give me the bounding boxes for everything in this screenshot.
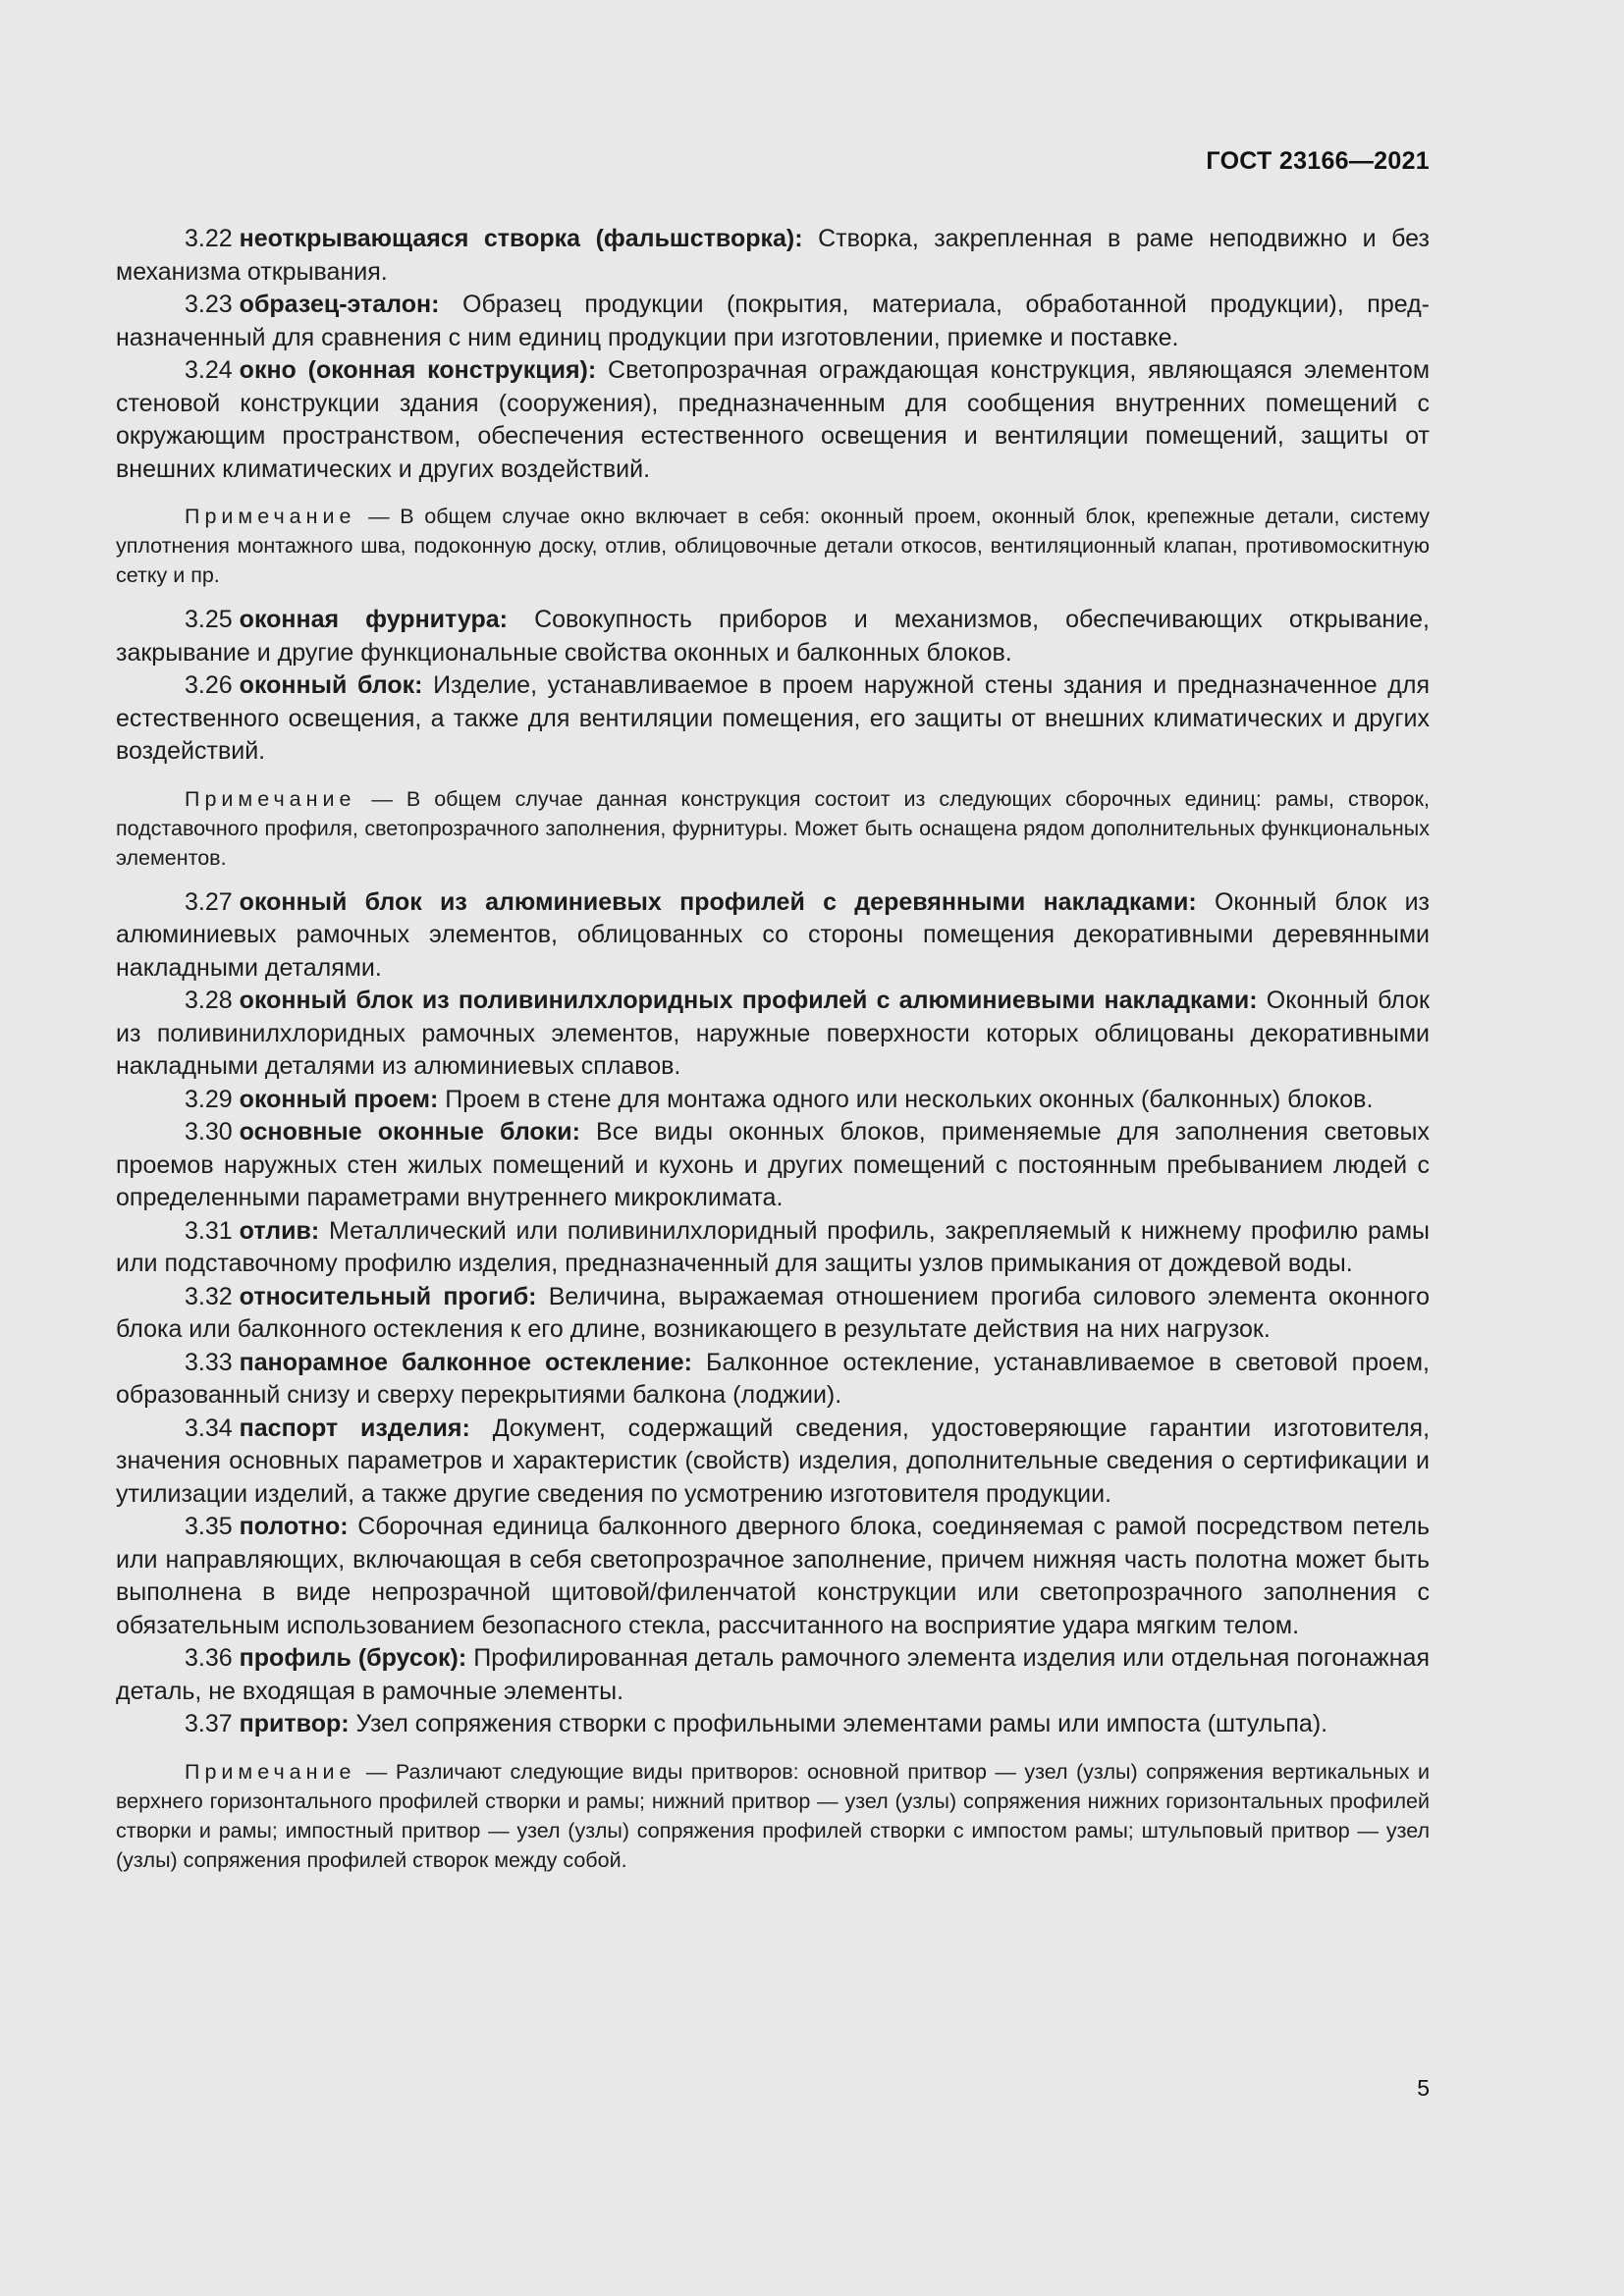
clause-number: 3.35	[185, 1513, 233, 1540]
note-text: — Различают следующие виды притворов: основной притвор — узел (узлы) сопряжения вертикальных и верхнего горизонтального профилей створки и рамы; нижний притвор — узел (узлы) сопряжения нижних горизонтальных профилей створки и рамы; импостный притвор — узел (узлы) сопряжения профилей створки с импостом рамы; штульповый притвор — узел (узлы) сопряжения профилей створок между собой.	[116, 1759, 1430, 1872]
defined-term: относительный прогиб:	[239, 1282, 537, 1310]
definition-text: Изделие, устанавливаемое в проем наружной стены здания и предназначенное для естественного освещения, а также для вентиляции помещения, его защиты от внешних климатических и других воздействий.	[116, 671, 1431, 765]
definition-text: Оконный блок из алюминиевых рамочных элементов, облицованных со стороны помещения декоративными деревянными накладными деталями.	[116, 887, 1431, 982]
clause-number: 3.33	[185, 1348, 233, 1376]
page-number: 5	[1417, 2075, 1430, 2101]
defined-term: неоткрывающаяся створка (фальшстворка):	[239, 225, 803, 252]
definition-paragraph	[116, 289, 1430, 354]
note-text: — В общем случае окно включает в себя: оконный проем, оконный блок, крепежные детали, систему уплотнения монтажного шва, подоконную доску, отлив, облицовочные детали откосов, вентиляционный клапан, противомоскитную сетку и пр.	[116, 505, 1430, 587]
definition-paragraph	[116, 985, 1430, 1084]
definition-paragraph	[116, 1116, 1430, 1215]
note-label: Примечание	[185, 1759, 356, 1784]
defined-term: полотно:	[239, 1513, 349, 1540]
definition-text: Узел сопряжения створки с профильными элементами рамы или импоста (штульпа).	[355, 1710, 1328, 1737]
definition-paragraph	[116, 1708, 1430, 1741]
defined-term: образец-эталон:	[239, 291, 440, 318]
defined-term: окно (оконная конструкция):	[239, 356, 597, 384]
definition-paragraph	[116, 1642, 1430, 1708]
clause-number: 3.31	[185, 1216, 233, 1245]
clause-number: 3.29	[185, 1085, 233, 1113]
note-paragraph	[116, 784, 1430, 873]
defined-term: оконный блок из алюминиевых профилей с деревянными накладками:	[239, 887, 1197, 916]
defined-term: основные оконные блоки:	[239, 1118, 580, 1146]
defined-term: оконный проем:	[239, 1085, 439, 1113]
clause-number: 3.26	[185, 671, 233, 699]
definition-paragraph	[116, 604, 1430, 669]
definition-paragraph	[116, 1281, 1430, 1347]
note-paragraph	[116, 1757, 1430, 1875]
definition-paragraph	[116, 669, 1430, 769]
note-label: Примечание	[185, 786, 356, 811]
clause-number: 3.25	[185, 606, 233, 633]
document-body	[116, 223, 1430, 1889]
note-paragraph	[116, 502, 1430, 590]
definition-text: Оконный блок из поливинилхлоридных рамочных элементов, наружные поверхности которых облицованы декоративными накладными деталями из алюминиевых сплавов.	[116, 987, 1430, 1080]
defined-term: панорамное балконное остекление:	[239, 1348, 693, 1376]
definition-text: Металлический или поливинилхлоридный профиль, закрепляемый к нижнему профилю рамы или подставочному профилю изделия, предназначенный для защиты узлов примыкания от дождевой воды.	[116, 1216, 1430, 1277]
definition-text: Совокупность приборов и механизмов, обеспечивающих открывание, закрывание и другие функциональные свойства оконных и балконных блоков.	[116, 606, 1430, 667]
defined-term: оконный блок из поливинилхлоридных профилей с алюминиевыми накладками:	[239, 987, 1258, 1014]
clause-number: 3.27	[185, 887, 233, 916]
definition-text: Створка, закрепленная в раме неподвижно и без механизма открывания.	[116, 225, 1430, 286]
definition-text: Документ, содержащий сведения, удостоверяющие гарантии изготовителя, значения основных параметров и характеристик (свойств) изделия, дополнительные сведения о сертификации и утилизации изделий, а также другие сведения по усмотрению изготовителя продукции.	[116, 1414, 1431, 1508]
clause-number: 3.22	[185, 225, 233, 252]
defined-term: оконная фурнитура:	[239, 606, 508, 633]
definition-paragraph	[116, 1511, 1430, 1642]
note-label: Примечание	[185, 505, 356, 528]
definition-paragraph	[116, 1413, 1430, 1512]
clause-number: 3.24	[185, 356, 233, 384]
clause-number: 3.37	[185, 1710, 233, 1737]
definition-paragraph	[116, 1215, 1430, 1281]
clause-number: 3.36	[185, 1644, 233, 1672]
definition-paragraph	[116, 1347, 1430, 1413]
defined-term: профиль (брусок):	[239, 1644, 467, 1672]
clause-number: 3.30	[185, 1118, 233, 1146]
definition-text: Профилированная деталь рамочного элемента изделия или отдельная погонажная деталь, не входящая в рамочные элементы.	[116, 1644, 1430, 1705]
defined-term: оконный блок:	[239, 671, 423, 699]
defined-term: паспорт изделия:	[239, 1414, 470, 1442]
clause-number: 3.28	[185, 987, 233, 1014]
definition-text: Светопрозрачная ограждающая конструкция, являющаяся элементом стеновой конструкции здания (сооружения), предназначенным для сообщения внутренних помещений с окружающим пространством, обеспечения естественного освещения и вентиляции помещений, защиты от внешних климатических и других воздействий.	[116, 356, 1431, 483]
definition-text: Образец продукции (покрытия, материала, обработанной продукции), предназначенный для сравнения с ним единиц продукции при изготовлении, приемке и поставке.	[116, 291, 1430, 351]
definition-text: Балконное остекление, устанавливаемое в световой проем, образованный снизу и сверху перекрытиями балкона (лоджии).	[116, 1348, 1430, 1409]
definition-paragraph	[116, 223, 1430, 289]
definition-paragraph	[116, 1084, 1430, 1117]
clause-number: 3.23	[185, 291, 233, 318]
note-text: — В общем случае данная конструкция состоит из следующих сборочных единиц: рамы, створок, подставочного профиля, светопрозрачного заполнения, фурнитуры. Может быть оснащена рядом дополнительных функциональных элементов.	[116, 786, 1430, 870]
defined-term: отлив:	[239, 1216, 320, 1245]
definition-text: Все виды оконных блоков, применяемые для заполнения световых проемов наружных стен жилых помещений и кухонь и других помещений с постоянным пребыванием людей с определенными параметрами внутреннего микроклимата.	[116, 1118, 1430, 1211]
defined-term: притвор:	[239, 1710, 350, 1737]
document-code: ГОСТ 23166—2021	[1206, 147, 1430, 175]
definition-paragraph	[116, 354, 1430, 486]
definition-text: Величина, выражаемая отношением прогиба силового элемента оконного блока или балконного остекления к его длине, возникающего в результате действия на них нагрузок.	[116, 1282, 1430, 1343]
definition-text: Проем в стене для монтажа одного или нескольких оконных (балконных) блоков.	[445, 1085, 1374, 1113]
definition-text: Сборочная единица балконного дверного блока, соединяемая с рамой посредством петель или направляющих, включающая в себя светопрозрачное заполнение, причем нижняя часть полотна может быть выполнена в виде непрозрачной щитовой/филенчатой конструкции или светопрозрачного заполнения с обязательным использованием безопасного стекла, рассчитанного на восприятие удара мягким телом.	[116, 1513, 1430, 1639]
clause-number: 3.34	[185, 1414, 233, 1442]
definition-paragraph	[116, 886, 1430, 986]
clause-number: 3.32	[185, 1282, 233, 1310]
